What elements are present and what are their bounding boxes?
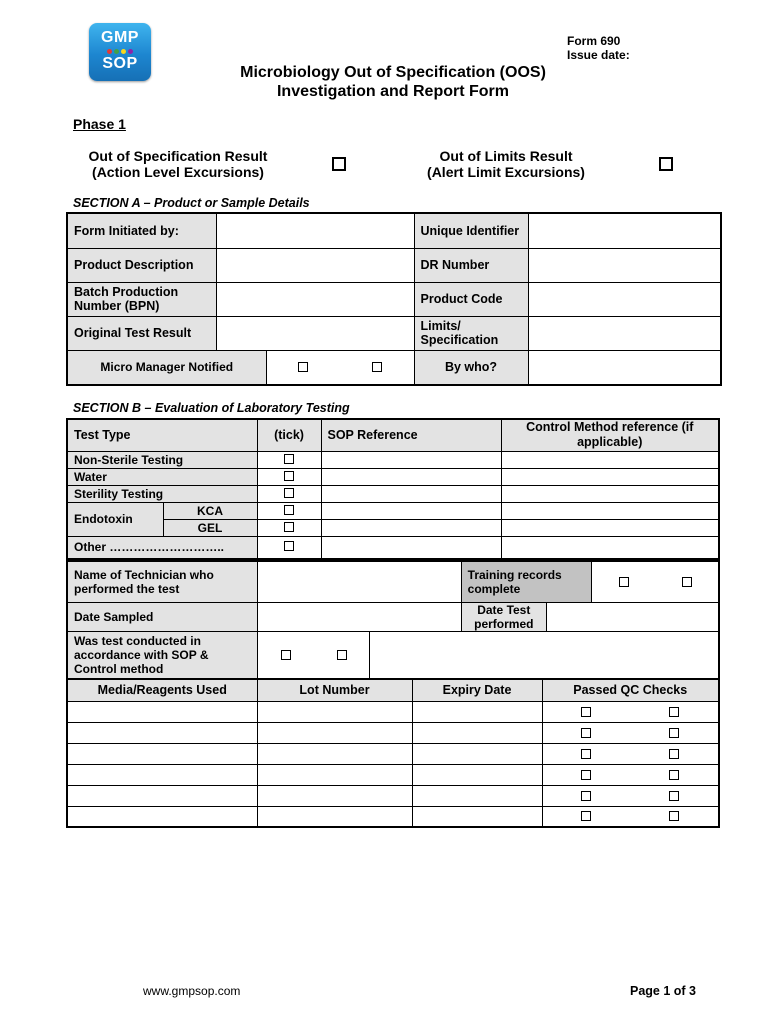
dr-number-label: DR Number: [414, 248, 528, 282]
date-test-performed-field[interactable]: [546, 602, 719, 631]
section-b-title: – Evaluation of Laboratory Testing: [141, 401, 350, 415]
gel-sop[interactable]: [321, 519, 501, 536]
table-row: [67, 519, 719, 536]
expiry-date-cell[interactable]: [412, 785, 542, 806]
other-sop[interactable]: [321, 536, 501, 559]
section-a-title: – Product or Sample Details: [140, 196, 310, 210]
test-non-sterile: Non-Sterile Testing: [67, 451, 257, 468]
passed-qc-checkboxes: [542, 743, 719, 764]
table-row: [67, 806, 719, 827]
logo-dot: [107, 49, 112, 54]
media-cell[interactable]: [67, 785, 257, 806]
table-row: [67, 213, 721, 248]
media-cell[interactable]: [67, 701, 257, 722]
logo-dot: [114, 49, 119, 54]
by-who-field[interactable]: [528, 350, 721, 385]
original-test-result-label: Original Test Result: [67, 316, 216, 350]
section-a-prefix: SECTION A: [73, 196, 141, 210]
passed-qc-checkboxes: [542, 722, 719, 743]
lot-number-cell[interactable]: [257, 701, 412, 722]
section-a-table: [66, 212, 722, 386]
technician-name-label: Name of Technician who performed the test: [67, 561, 258, 602]
passed-qc-checkboxes: [542, 764, 719, 785]
passed-qc-header: Passed QC Checks: [542, 679, 719, 701]
oos-label: [73, 148, 283, 180]
test-kca: KCA: [163, 502, 257, 519]
non-sterile-tick[interactable]: [257, 451, 321, 468]
lot-number-cell[interactable]: [257, 806, 412, 827]
ool-label-line2: (Alert Limit Excursions): [427, 164, 585, 180]
product-code-label: Product Code: [414, 282, 528, 316]
ool-label: [414, 148, 598, 180]
passed-qc-checkboxes: [542, 701, 719, 722]
qc-yes-checkbox[interactable]: [581, 791, 591, 801]
water-tick[interactable]: [257, 468, 321, 485]
table-row: [67, 316, 721, 350]
qc-yes-checkbox[interactable]: [581, 707, 591, 717]
test-other: Other ………………………..: [67, 536, 257, 559]
logo-text-gmp: GMP: [101, 29, 139, 46]
table-row: [67, 536, 719, 559]
technician-table: [66, 560, 720, 680]
table-row: [67, 785, 719, 806]
sterility-control[interactable]: [501, 485, 719, 502]
other-tick[interactable]: [257, 536, 321, 559]
qc-yes-checkbox[interactable]: [581, 728, 591, 738]
qc-no-checkbox[interactable]: [669, 707, 679, 717]
test-type-table: [66, 418, 720, 560]
product-description-label: Product Description: [67, 248, 216, 282]
technician-name-field[interactable]: [258, 561, 462, 602]
date-sampled-field[interactable]: [258, 602, 462, 631]
logo-dot: [121, 49, 126, 54]
micro-manager-checkboxes: [266, 350, 414, 385]
table-row: [67, 679, 719, 701]
lot-number-cell[interactable]: [257, 722, 412, 743]
ool-checkbox[interactable]: [659, 157, 673, 176]
training-no-checkbox[interactable]: [682, 577, 692, 587]
micro-manager-notified-label: Micro Manager Notified: [67, 350, 266, 385]
issue-date: Issue date:: [567, 48, 630, 62]
table-row: [67, 451, 719, 468]
unique-identifier-label: Unique Identifier: [414, 213, 528, 248]
bpn-field[interactable]: [216, 282, 414, 316]
date-sampled-label: Date Sampled: [67, 602, 258, 631]
sop-compliance-yes-checkbox[interactable]: [281, 650, 291, 660]
footer-website[interactable]: www.gmpsop.com: [143, 984, 241, 998]
media-header: Media/Reagents Used: [67, 679, 257, 701]
water-sop[interactable]: [321, 468, 501, 485]
table-row: [67, 485, 719, 502]
test-endotoxin: Endotoxin: [67, 502, 163, 536]
table-row: [67, 561, 719, 602]
footer-page-number: Page 1 of 3: [630, 984, 696, 998]
micro-manager-no-checkbox[interactable]: [372, 362, 382, 372]
qc-yes-checkbox[interactable]: [581, 811, 591, 821]
by-who-label: By who?: [414, 350, 528, 385]
limits-specification-label: Limits/ Specification: [414, 316, 528, 350]
non-sterile-control[interactable]: [501, 451, 719, 468]
table-row: [67, 722, 719, 743]
qc-no-checkbox[interactable]: [669, 770, 679, 780]
sop-compliance-no-checkbox[interactable]: [337, 650, 347, 660]
section-b-heading: [73, 401, 350, 415]
unique-identifier-field[interactable]: [528, 213, 721, 248]
expiry-date-cell[interactable]: [412, 764, 542, 785]
sterility-sop[interactable]: [321, 485, 501, 502]
qc-no-checkbox[interactable]: [669, 749, 679, 759]
training-yes-checkbox[interactable]: [619, 577, 629, 587]
test-type-header: Test Type: [67, 419, 257, 451]
form-number: Form 690: [567, 34, 621, 48]
table-row: [67, 743, 719, 764]
media-cell[interactable]: [67, 806, 257, 827]
qc-no-checkbox[interactable]: [669, 811, 679, 821]
sop-compliance-comments[interactable]: [370, 631, 719, 679]
media-cell[interactable]: [67, 722, 257, 743]
kca-control[interactable]: [501, 502, 719, 519]
expiry-date-header: Expiry Date: [412, 679, 542, 701]
lot-number-cell[interactable]: [257, 785, 412, 806]
qc-yes-checkbox[interactable]: [581, 749, 591, 759]
table-row: [67, 248, 721, 282]
lot-number-header: Lot Number: [257, 679, 412, 701]
expiry-date-cell[interactable]: [412, 722, 542, 743]
logo-dot: [128, 49, 133, 54]
table-row: [67, 764, 719, 785]
product-code-field[interactable]: [528, 282, 721, 316]
test-sterility: Sterility Testing: [67, 485, 257, 502]
table-row: [67, 419, 719, 451]
bpn-label: Batch Production Number (BPN): [67, 282, 216, 316]
limits-specification-field[interactable]: [528, 316, 721, 350]
section-a-heading: [73, 196, 310, 210]
table-row: [67, 350, 721, 385]
table-row: [67, 502, 719, 519]
table-row: [67, 701, 719, 722]
form-initiated-label: Form Initiated by:: [67, 213, 216, 248]
table-row: [67, 602, 719, 631]
media-cell[interactable]: [67, 743, 257, 764]
sop-reference-header: SOP Reference: [321, 419, 501, 451]
phase-heading: Phase 1: [73, 116, 126, 132]
kca-tick[interactable]: [257, 502, 321, 519]
oos-label-line2: (Action Level Excursions): [92, 164, 264, 180]
other-control[interactable]: [501, 536, 719, 559]
expiry-date-cell[interactable]: [412, 806, 542, 827]
sterility-tick[interactable]: [257, 485, 321, 502]
training-records-checkboxes: [592, 561, 719, 602]
form-initiated-field[interactable]: [216, 213, 414, 248]
table-row: [67, 631, 719, 679]
training-records-label: Training records complete: [461, 561, 591, 602]
qc-yes-checkbox[interactable]: [581, 770, 591, 780]
expiry-date-cell[interactable]: [412, 701, 542, 722]
gel-tick[interactable]: [257, 519, 321, 536]
media-cell[interactable]: [67, 764, 257, 785]
original-test-result-field[interactable]: [216, 316, 414, 350]
page-title-line1: Microbiology Out of Specification (OOS): [240, 64, 546, 81]
oos-label-line1: Out of Specification Result: [88, 148, 268, 164]
micro-manager-yes-checkbox[interactable]: [298, 362, 308, 372]
qc-no-checkbox[interactable]: [669, 728, 679, 738]
test-water: Water: [67, 468, 257, 485]
page-title-line2: Investigation and Report Form: [276, 83, 509, 100]
qc-no-checkbox[interactable]: [669, 791, 679, 801]
oos-checkbox[interactable]: [332, 157, 346, 176]
sop-compliance-label: Was test conducted in accordance with SOP & Control method: [67, 631, 258, 679]
lot-number-cell[interactable]: [257, 743, 412, 764]
passed-qc-checkboxes: [542, 785, 719, 806]
passed-qc-checkboxes: [542, 806, 719, 827]
non-sterile-sop[interactable]: [321, 451, 501, 468]
expiry-date-cell[interactable]: [412, 743, 542, 764]
media-table: [66, 678, 720, 828]
tick-header: (tick): [257, 419, 321, 451]
lot-number-cell[interactable]: [257, 764, 412, 785]
ool-label-line1: Out of Limits Result: [439, 148, 573, 164]
section-b-prefix: SECTION B: [73, 401, 142, 415]
date-test-performed-label: Date Test performed: [461, 602, 546, 631]
logo-text-sop: SOP: [102, 55, 138, 72]
product-description-field[interactable]: [216, 248, 414, 282]
control-method-header: Control Method reference (if applicable): [501, 419, 719, 451]
table-row: [67, 282, 721, 316]
dr-number-field[interactable]: [528, 248, 721, 282]
kca-sop[interactable]: [321, 502, 501, 519]
test-gel: GEL: [163, 519, 257, 536]
gel-control[interactable]: [501, 519, 719, 536]
water-control[interactable]: [501, 468, 719, 485]
table-row: [67, 468, 719, 485]
sop-compliance-checkboxes: [258, 631, 370, 679]
